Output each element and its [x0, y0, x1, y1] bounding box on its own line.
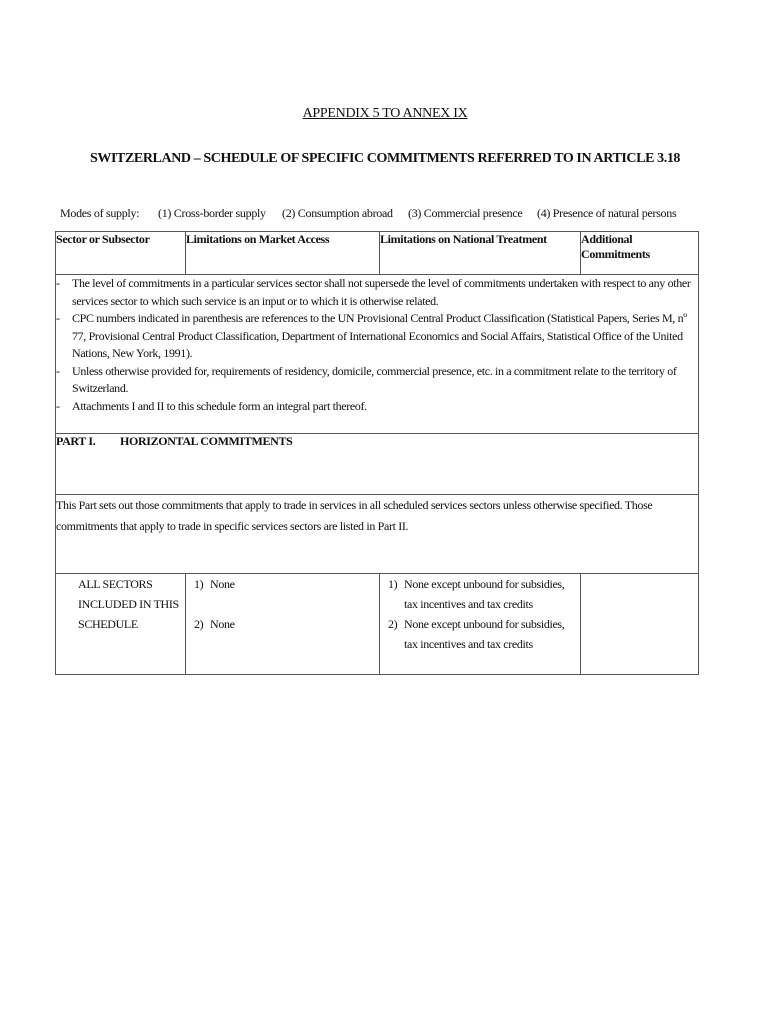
spacer [186, 594, 379, 614]
part-description: This Part sets out those commitments that apply to trade in services in all scheduled services sectors unless otherwise specified. Those commitments that apply to trade in specific services sectors are listed in Part II. [56, 495, 699, 574]
item-number: 1) [388, 577, 398, 591]
market-access-cell [186, 574, 380, 675]
additional-commitments-cell [581, 574, 699, 675]
modes-label: Modes of supply: [60, 206, 140, 220]
header-national-treatment: Limitations on National Treatment [380, 232, 581, 275]
item-text: None [210, 577, 235, 591]
table-row [56, 574, 699, 675]
schedule-title: SWITZERLAND – SCHEDULE OF SPECIFIC COMMITMENTS REFERRED TO IN ARTICLE 3.18 [89, 151, 681, 166]
notes-cell [56, 275, 699, 434]
part-heading-cell [56, 434, 699, 495]
item-text: None except unbound for subsidies, tax incentives and tax credits [404, 577, 565, 611]
header-market-access: Limitations on Market Access [186, 232, 380, 275]
national-treatment-cell [380, 574, 581, 675]
item-number: 2) [194, 617, 204, 631]
item-number: 1) [194, 577, 204, 591]
header-additional: Additional Commitments [581, 232, 699, 275]
note-item: - Unless otherwise provided for, requirements of residency, domicile, commercial presence, etc. in a commitment relate to the territory of Switzerland. [56, 363, 698, 398]
notes-list [56, 275, 698, 415]
note-item: - CPC numbers indicated in parenthesis are references to the UN Provisional Central Product Classification (Statistical Papers, Series M, nº 77, Provisional Central Product Classification, Department of International Economics and Social Affairs, Statistical Office of the United Nations, New York, 1991). [56, 310, 698, 363]
market-access-item [186, 574, 379, 594]
part-number: PART I. [56, 434, 96, 448]
note-item: - The level of commitments in a particular services sector shall not supersede the level of commitments undertaken with respect to any other services sector to which such service is an input or to which it is otherwise related. [56, 275, 698, 310]
mode-1: (1) Cross-border supply [158, 206, 266, 220]
notes-row [56, 275, 699, 434]
mode-3: (3) Commercial presence [408, 206, 523, 220]
item-number: 2) [388, 617, 398, 631]
table-header-row [56, 232, 699, 275]
appendix-title: APPENDIX 5 TO ANNEX IX [302, 106, 468, 121]
part-title: HORIZONTAL COMMITMENTS [120, 434, 293, 448]
part-heading-row [56, 434, 699, 495]
national-treatment-item [380, 614, 580, 654]
sector-cell: ALL SECTORS INCLUDED IN THIS SCHEDULE [56, 574, 186, 675]
commitments-table [55, 231, 699, 675]
item-text: None [210, 617, 235, 631]
item-text: None except unbound for subsidies, tax incentives and tax credits [404, 617, 565, 651]
mode-4: (4) Presence of natural persons [537, 206, 677, 220]
mode-2: (2) Consumption abroad [282, 206, 393, 220]
national-treatment-item [380, 574, 580, 614]
note-item: - Attachments I and II to this schedule form an integral part thereof. [56, 398, 698, 416]
part-description-row [56, 495, 699, 574]
market-access-item [186, 614, 379, 634]
header-sector: Sector or Subsector [56, 232, 186, 275]
